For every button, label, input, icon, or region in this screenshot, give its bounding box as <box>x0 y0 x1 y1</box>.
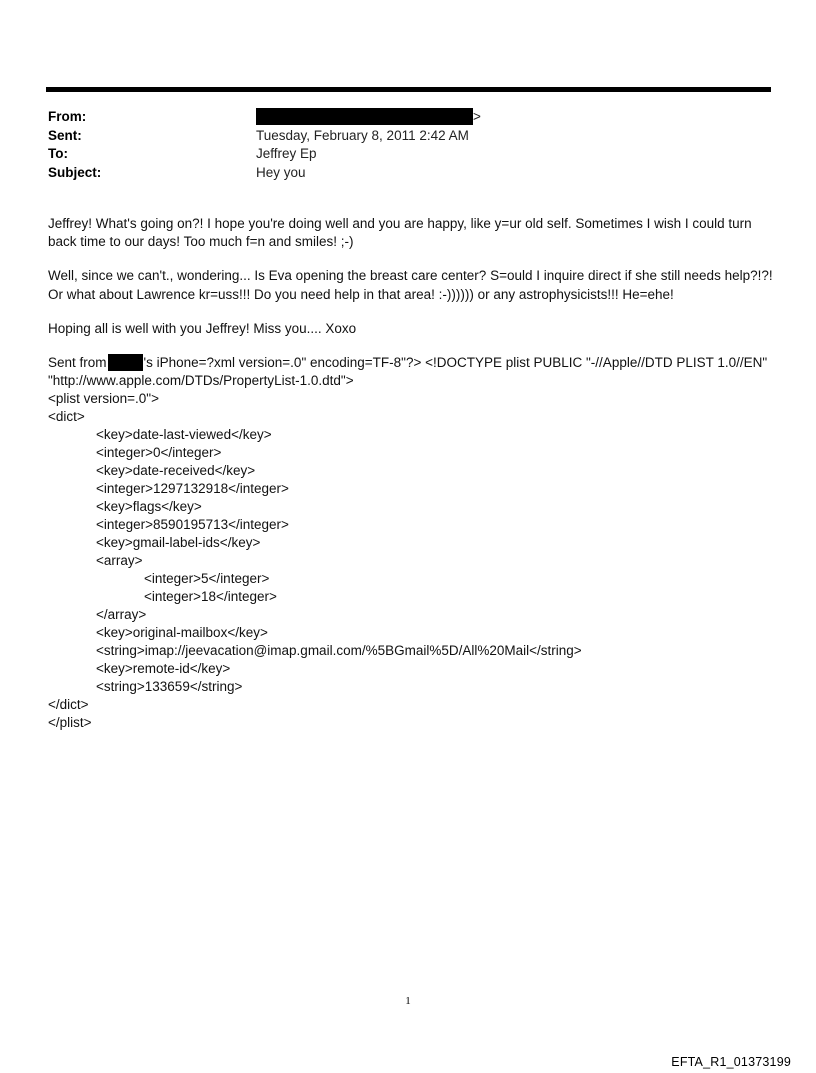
email-body <box>48 215 783 732</box>
body-paragraph-2: Well, since we can't., wondering... Is Eva opening the breast care center? S=ould I inquire direct if she still needs help?!?! Or what about Lawrence kr=uss!!! Do you need help in that area! :-)))))) or any astrophysicists!!! He=ehe! <box>48 268 777 302</box>
to-value: Jeffrey Ep <box>256 146 317 161</box>
subject-row <box>48 164 768 183</box>
xml-line: <string>133659</string> <box>96 679 243 695</box>
body-paragraph-3: Hoping all is well with you Jeffrey! Miss you.... Xoxo <box>48 320 357 336</box>
redaction-box <box>108 354 143 371</box>
xml-line: <integer>8590195713</integer> <box>96 517 289 533</box>
xml-line: <key>flags</key> <box>96 499 202 515</box>
xml-line: <key>remote-id</key> <box>96 661 231 677</box>
redaction-box <box>256 108 473 125</box>
bates-number: EFTA_R1_01373199 <box>671 1055 791 1069</box>
xml-line: <key>date-received</key> <box>96 463 256 479</box>
body-paragraph-1: Jeffrey! What's going on?! I hope you're doing well and you are happy, like y=ur old self. Sometimes I wish I could turn back time to our days! Too much f=n and smiles! ;-) <box>48 216 756 250</box>
xml-line: <plist version=.0"> <box>48 391 159 407</box>
xml-line: <key>gmail-label-ids</key> <box>96 535 261 551</box>
subject-value: Hey you <box>256 164 306 180</box>
dtd-line: "http://www.apple.com/DTDs/PropertyList-1.0.dtd"> <box>48 373 354 389</box>
xml-line: </plist> <box>48 715 92 731</box>
xml-line: </dict> <box>48 697 89 713</box>
sent-row <box>48 127 768 146</box>
from-label: From: <box>48 109 87 124</box>
xml-line: <key>date-last-viewed</key> <box>96 427 272 443</box>
xml-line: <integer>0</integer> <box>96 445 222 461</box>
xml-line: </array> <box>96 607 147 623</box>
page-number: 1 <box>405 995 411 1007</box>
header-rule <box>46 87 771 92</box>
to-label: To: <box>48 146 68 161</box>
xml-line: <string>imap://jeevacation@imap.gmail.com/%5BGmail%5D/All%20Mail</string> <box>96 643 582 659</box>
sent-label: Sent: <box>48 127 82 143</box>
subject-label: Subject: <box>48 164 102 180</box>
from-suffix: > <box>473 109 481 124</box>
sent-from-line <box>48 354 783 372</box>
to-row <box>48 145 768 164</box>
sent-value: Tuesday, February 8, 2011 2:42 AM <box>256 127 469 143</box>
xml-line: <array> <box>96 553 143 569</box>
sent-from-prefix: Sent from <box>48 355 107 371</box>
xml-line: <dict> <box>48 409 85 425</box>
xml-line: <key>original-mailbox</key> <box>96 625 268 641</box>
email-header <box>48 108 768 182</box>
xml-line: <integer>5</integer> <box>144 571 270 587</box>
signature-and-plist <box>48 354 783 732</box>
xml-line: <integer>1297132918</integer> <box>96 481 289 497</box>
from-row <box>48 108 768 127</box>
sent-from-suffix: 's iPhone=?xml version=.0" encoding=TF-8"?> <!DOCTYPE plist PUBLIC "-//Apple//DTD PLIST 1.0//EN" <box>143 355 768 371</box>
xml-line: <integer>18</integer> <box>144 589 277 605</box>
from-value <box>256 108 768 127</box>
